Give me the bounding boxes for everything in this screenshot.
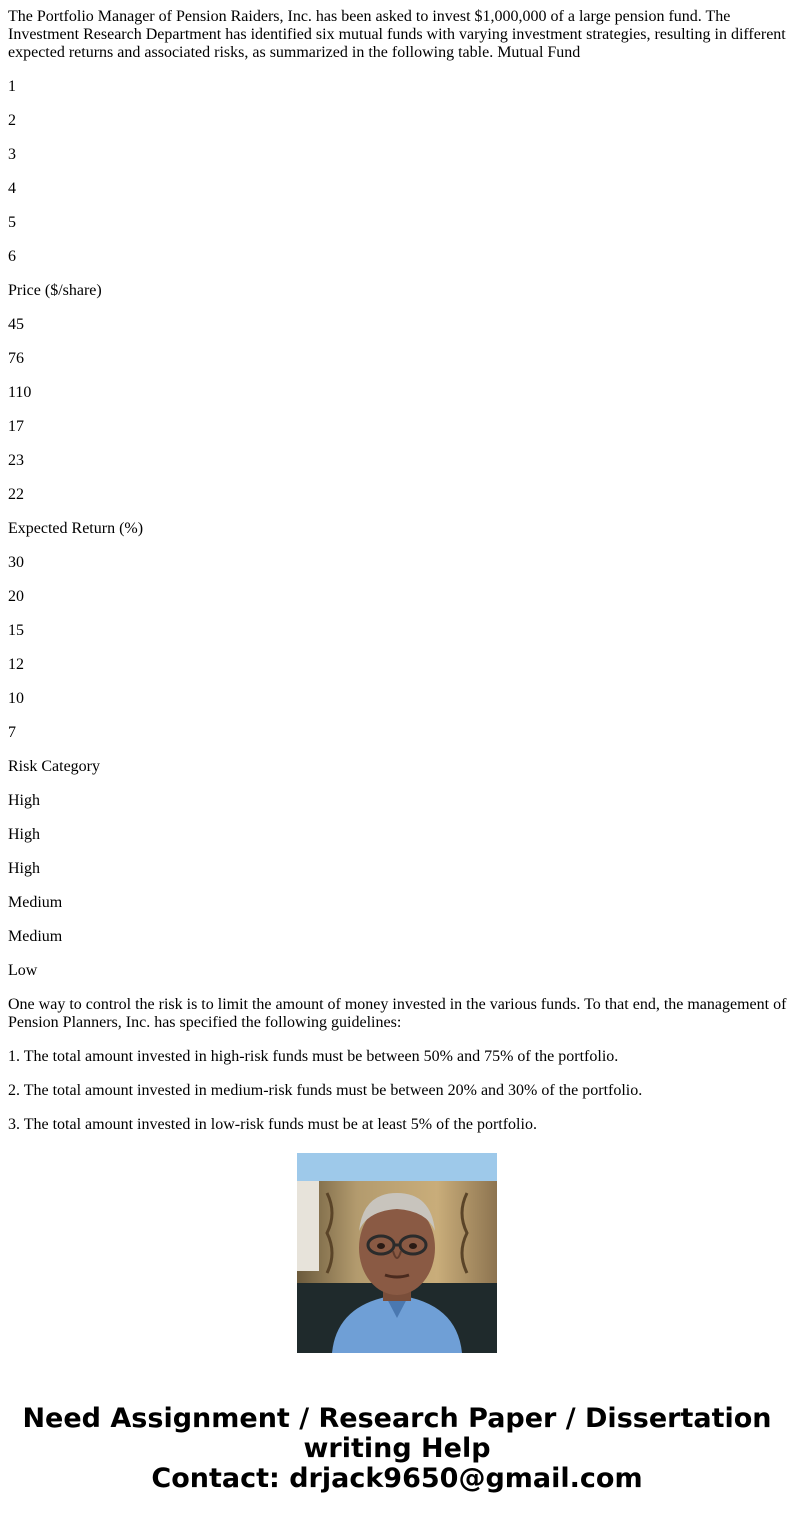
price-5: 23 — [8, 452, 24, 469]
cta-line-2: writing Help — [303, 1433, 491, 1464]
contact-banner — [0, 1404, 794, 1494]
avatar — [297, 1153, 497, 1353]
document-body — [8, 0, 788, 1133]
price-1: 45 — [8, 316, 24, 333]
cta-line-3: Contact: drjack9650@gmail.com — [151, 1463, 643, 1494]
promo-footer — [0, 1122, 794, 1523]
risk-6: Low — [8, 962, 38, 979]
price-3: 110 — [8, 384, 32, 401]
return-1: 30 — [8, 554, 24, 571]
guidelines-intro: One way to control the risk is to limit the amount of money invested in the various funds. To that end, the management of Pension Planners, Inc. has specified the following guidelines: — [8, 996, 787, 1031]
price-2: 76 — [8, 350, 24, 367]
fund-number-3: 3 — [8, 146, 16, 163]
guideline-3: 3. The total amount invested in low-risk funds must be at least 5% of the portfolio. — [8, 1116, 537, 1133]
intro-paragraph: The Portfolio Manager of Pension Raiders, Inc. has been asked to invest $1,000,000 of a large pension fund. The Investment Research Department has identified six mutual funds with varying investment strategies, resulting in different expected returns and associated risks, as summarized in the following table. Mutual Fund — [8, 8, 786, 61]
fund-number-4: 4 — [8, 180, 16, 197]
fund-number-2: 2 — [8, 112, 16, 129]
risk-5: Medium — [8, 928, 63, 945]
return-header: Expected Return (%) — [8, 520, 144, 537]
fund-number-5: 5 — [8, 214, 16, 231]
risk-3: High — [8, 860, 40, 877]
return-3: 15 — [8, 622, 24, 639]
return-5: 10 — [8, 690, 24, 707]
return-6: 7 — [8, 724, 16, 741]
return-2: 20 — [8, 588, 24, 605]
price-4: 17 — [8, 418, 24, 435]
risk-4: Medium — [8, 894, 63, 911]
fund-number-1: 1 — [8, 78, 16, 95]
risk-2: High — [8, 826, 40, 843]
risk-header: Risk Category — [8, 758, 100, 775]
guideline-2: 2. The total amount invested in medium-risk funds must be between 20% and 30% of the portfolio. — [8, 1082, 643, 1099]
fund-number-6: 6 — [8, 248, 16, 265]
guideline-1: 1. The total amount invested in high-risk funds must be between 50% and 75% of the portfolio. — [8, 1048, 619, 1065]
cta-line-1: Need Assignment / Research Paper / Dissertation — [22, 1403, 772, 1434]
risk-1: High — [8, 792, 40, 809]
return-4: 12 — [8, 656, 24, 673]
price-6: 22 — [8, 486, 24, 503]
price-header: Price ($/share) — [8, 282, 102, 299]
